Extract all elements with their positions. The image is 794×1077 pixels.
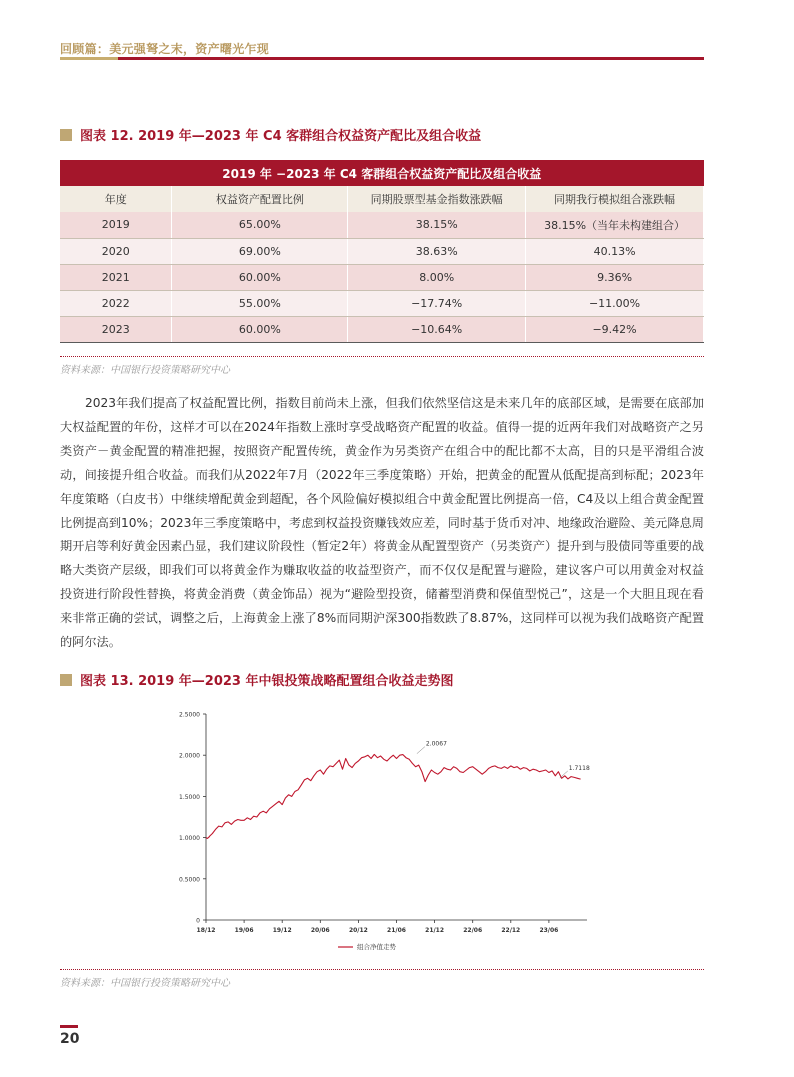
y-tick-label: 2.5000 [179, 711, 200, 719]
series-line [206, 754, 581, 838]
table-cell: 2023 [60, 316, 172, 342]
table-cell: 2019 [60, 212, 172, 238]
figure13-source: 资料来源：中国银行投资策略研究中心 [60, 978, 230, 989]
table-cell: −9.42% [526, 316, 704, 342]
table-cell: −11.00% [526, 290, 704, 316]
portfolio-chart [150, 702, 620, 960]
x-tick-label: 22/12 [501, 927, 521, 934]
figure12-title [60, 125, 481, 144]
x-tick-label: 20/06 [310, 927, 330, 934]
table-cell: −17.74% [348, 290, 526, 316]
annotation-label: 2.0067 [425, 740, 447, 748]
x-tick-label: 20/12 [348, 927, 368, 934]
header-title: 回顾篇：美元强弩之末，资产曙光乍现 [60, 42, 270, 56]
column-header-equity-ratio: 权益资产配置比例 [172, 186, 348, 212]
x-tick-label: 23/06 [539, 927, 559, 934]
x-tick-label: 22/06 [463, 927, 483, 934]
title-square-icon [60, 674, 72, 686]
figure13-title [60, 670, 454, 689]
table-caption: 2019 年 −2023 年 C4 客群组合权益资产配比及组合收益 [60, 160, 704, 186]
x-tick-label: 19/06 [234, 927, 254, 934]
annotation-label: 1.7118 [568, 764, 590, 772]
table-cell: 38.63% [348, 238, 526, 264]
table-row [60, 238, 704, 264]
table-cell: 2021 [60, 264, 172, 290]
table-cell: 60.00% [172, 264, 348, 290]
table-cell: 2020 [60, 238, 172, 264]
table-row [60, 316, 704, 342]
y-tick-label: 2.0000 [179, 752, 200, 760]
figure13-title-text: 图表 13. 2019 年—2023 年中银投策战略配置组合收益走势图 [80, 674, 454, 689]
y-tick-label: 1.5000 [179, 793, 200, 801]
header-rule-gold [60, 57, 118, 60]
table-cell: 40.13% [526, 238, 704, 264]
page-number: 20 [60, 1031, 80, 1047]
x-tick-label: 21/12 [425, 927, 445, 934]
column-header-year: 年度 [60, 186, 172, 212]
table-cell: 38.15%（当年未构建组合） [526, 212, 704, 238]
table-cell: 38.15% [348, 212, 526, 238]
y-tick-label: 0.5000 [179, 876, 200, 884]
column-header-model-portfolio: 同期我行模拟组合涨跌幅 [526, 186, 704, 212]
title-square-icon [60, 129, 72, 141]
legend-label: 组合净值走势 [357, 943, 396, 951]
column-header-fund-index: 同期股票型基金指数涨跌幅 [348, 186, 526, 212]
x-tick-label: 21/06 [387, 927, 406, 934]
source-divider [60, 356, 704, 357]
table-cell: 65.00% [172, 212, 348, 238]
table-cell: 69.00% [172, 238, 348, 264]
figure12-title-text: 图表 12. 2019 年—2023 年 C4 客群组合权益资产配比及组合收益 [80, 129, 482, 144]
annotation-leader [417, 747, 425, 754]
figure12-source: 资料来源：中国银行投资策略研究中心 [60, 365, 230, 376]
table-cell: 55.00% [172, 290, 348, 316]
table-cell: 2022 [60, 290, 172, 316]
y-tick-label: 1.0000 [179, 835, 200, 843]
y-tick-label: 0 [196, 917, 200, 925]
source-divider [60, 969, 704, 970]
table-row [60, 212, 704, 238]
body-paragraph: 2023年我们提高了权益配置比例，指数目前尚未上涨，但我们依然坚信这是未来几年的底部区域，是需要在底部加大权益配置的年份，这样才可以在2024年指数上涨时享受战略资产配置的收益。值得一提的近两年我们对战略资产之另类资产－黄金配置的精准把握，按照资产配置传统，黄金作为另类资产在组合中的配比都不太高，目的只是平滑组合波动，间接提升组合收益。而我们从2022年7月（2022年三季度策略）开始，把黄金的配置从低配提高到标配；2023年年度策略（白皮书）中继续增配黄金到超配，各个风险偏好模拟组合中黄金配置比例提高一倍，C4及以上组合黄金配置比例提高到10%；2023年三季度策略中，考虑到权益投资赚钱效应差，同时基于货币对冲、地缘政治避险、美元降息周期开启等利好黄金因素凸显，我们建议阶段性（暂定2年）将黄金从配置型资产（另类资产）提升到与股债同等重要的战略大类资产层级，即我们可以将黄金作为赚取收益的收益型资产，而不仅仅是配置与避险，建议客户可以用黄金对权益投资进行阶段性替换，将黄金消费（黄金饰品）视为“避险型投资，储蓄型消费和保值型悦己”，这是一个大胆且现在看来非常正确的尝试，调整之后，上海黄金上涨了8%而同期沪深300指数跌了8.87%，这同样可以视为我们战略资产配置的阿尔法。 [60, 396, 704, 650]
page-number-bar [60, 1025, 78, 1028]
header-rule-red [118, 57, 704, 60]
portfolio-line-chart [150, 702, 620, 960]
allocation-table [60, 160, 704, 343]
table-row [60, 264, 704, 290]
table-cell: 60.00% [172, 316, 348, 342]
table-header-row [60, 186, 704, 212]
table-cell: 8.00% [348, 264, 526, 290]
table-cell: −10.64% [348, 316, 526, 342]
table-cell: 9.36% [526, 264, 704, 290]
table-row [60, 290, 704, 316]
x-tick-label: 19/12 [272, 927, 292, 934]
x-tick-label: 18/12 [196, 927, 216, 934]
